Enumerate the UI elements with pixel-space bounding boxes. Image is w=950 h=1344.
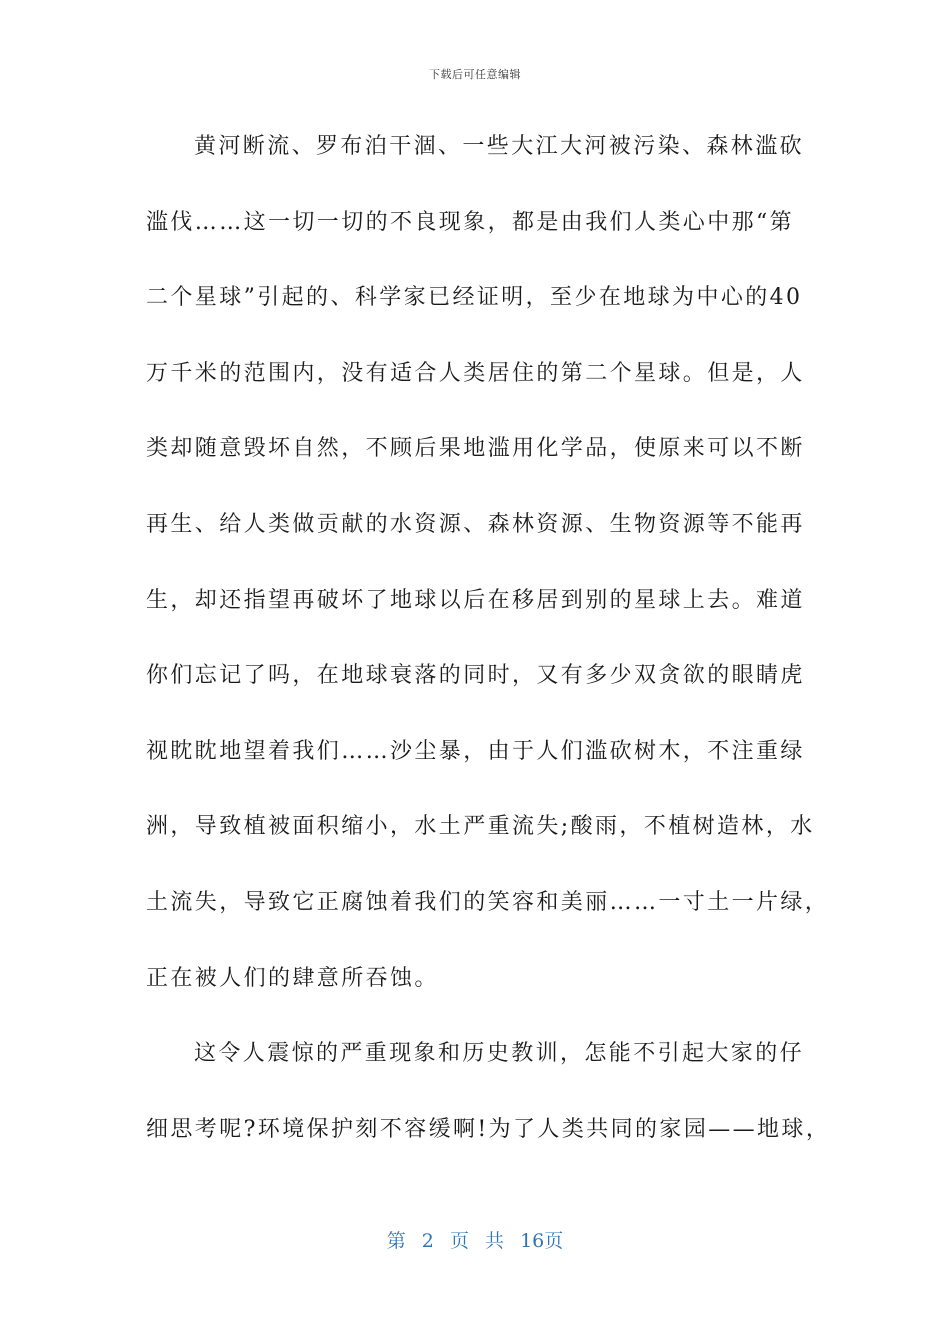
footer-label-gong: 共 [485, 1230, 505, 1252]
page-header: 下载后可任意编辑 [429, 68, 521, 81]
body-text [146, 128, 831, 1186]
text-line: 二个星球”引起的、科学家已经证明，至少在地球为中心的40 [146, 285, 803, 311]
footer-label-di: 第 [386, 1230, 406, 1252]
text-line: 土流失，导致它正腐蚀着我们的笑容和美丽……一寸土一片绿， [146, 889, 830, 915]
text-line: 滥伐……这一切一切的不良现象，都是由我们人类心中那“第 [146, 209, 795, 235]
current-page-number: 2 [421, 1230, 434, 1252]
text-line: 这令人震惊的严重现象和历史教训，怎能不引起大家的仔 [194, 1041, 805, 1067]
footer-label-ye: 页 [449, 1230, 469, 1252]
text-line: 细思考呢?环境保护刻不容缓啊!为了人类共同的家园——地球， [146, 1116, 831, 1142]
text-line: 类却随意毁坏自然，不顾后果地滥用化学品，使原来可以不断 [146, 436, 805, 462]
text-line: 黄河断流、罗布泊干涸、一些大江大河被污染、森林滥砍 [194, 134, 805, 159]
text-line: 视眈眈地望着我们……沙尘暴，由于人们滥砍树木，不注重绿 [146, 738, 805, 764]
text-line: 万千米的范围内，没有适合人类居住的第二个星球。但是，人 [146, 360, 805, 386]
text-line: 你们忘记了吗，在地球衰落的同时，又有多少双贪欲的眼睛虎 [146, 663, 805, 689]
page-footer [0, 1226, 950, 1253]
text-line: 生，却还指望再破坏了地球以后在移居到别的星球上去。难道 [146, 587, 805, 613]
text-line: 正在被人们的肆意所吞蚀。 [146, 965, 439, 991]
text-line: 洲，导致植被面积缩小，水土严重流失;酸雨，不植树造林，水 [146, 814, 815, 840]
text-line: 再生、给人类做贡献的水资源、森林资源、生物资源等不能再 [146, 511, 805, 537]
total-pages: 16页 [520, 1230, 564, 1252]
